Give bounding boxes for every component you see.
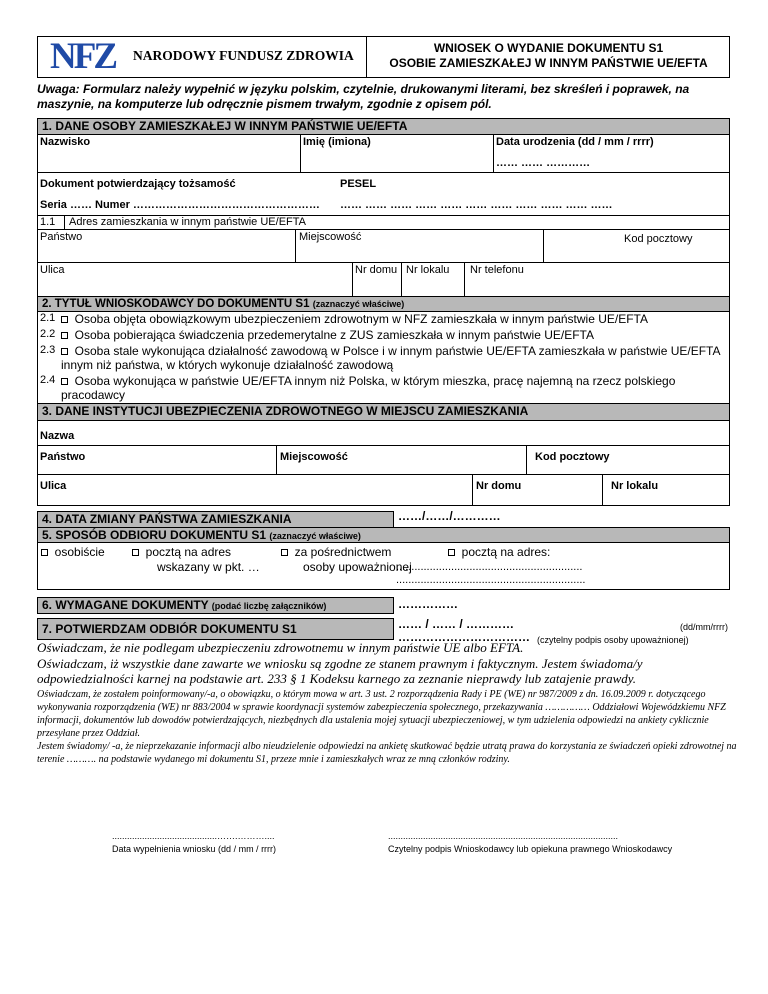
section3-box [37, 420, 730, 506]
delivery-option-personal[interactable]: osobiście [41, 545, 105, 559]
birth-date-label: Data urodzenia (dd / mm / rrrr) [496, 136, 654, 148]
form-title: WNIOSEK O WYDANIE DOKUMENTU S1 OSOBIE ZAMIESZKAŁEJ W INNYM PAŃSTWIE UE/EFTA [389, 41, 708, 70]
house-no-label: Nr domu [355, 264, 398, 276]
title-option-2-4[interactable]: Osoba wykonująca w państwie UE/EFTA innym niż Polska, w którym mieszka, pracę najemną na rzecz polskiego pracodawcy [61, 374, 676, 402]
section7-title: 7. POTWIERDZAM ODBIÓR DOKUMENTU S1 [37, 618, 394, 640]
section5-title: 5. SPOSÓB ODBIORU DOKUMENTU S1 (zaznaczyć właściwe) [37, 527, 730, 543]
country-label: Państwo [40, 231, 83, 243]
checkbox[interactable] [61, 378, 68, 385]
warning-note: Uwaga: Formularz należy wypełnić w języku polskim, czytelnie, drukowanymi literami, bez skreśleń i poprawek, na maszynie, na komputerze lub odręcznie pismem trwałym, zgodnie z opisem pól. [37, 82, 690, 111]
surname-label: Nazwisko [40, 136, 91, 148]
nfz-logo [38, 37, 367, 77]
section6-title: 6. WYMAGANE DOKUMENTY (podać liczbę załączników) [37, 597, 394, 614]
declaration-3: Oświadczam, że zostałem poinformowany/-a, o obowiązku, o którym mowa w art. 3 ust. 2 rozporządzenia Rady i PE (WE) nr 987/2009 z dn. 16.09.2009 r. dotyczącego wykonywania rozporządzenia (WE) nr 883/2004 w sprawie koordynacji systemów zabezpieczenia społecznego, przekazywania …………… Oddziałowi Wojewódzkiemu NFZ informacji, dokumentów lub dowodów potwierdzających, niezbędnych dla ustalenia mojej sytuacji ubezpieczeniowej, w tym udzielenia odpowiedzi na ankiety cyklicznie przesyłane przez Oddział. [37, 689, 726, 739]
city-label: Miejscowość [299, 231, 362, 243]
fill-date-label: Data wypełnienia wniosku (dd / mm / rrrr) [112, 844, 277, 854]
nfz-logo-text: NFZ [50, 36, 115, 77]
delivery-address-line1[interactable]: ............................................................. [396, 561, 583, 573]
delivery-option-proxy[interactable]: za pośrednictwem [281, 545, 391, 559]
first-names-label: Imię (imiona) [303, 136, 371, 148]
section3-title: 3. DANE INSTYTUCJI UBEZPIECZENIA ZDROWOTNEGO W MIEJSCU ZAMIESZKANIA [37, 403, 730, 421]
birth-date-field[interactable]: …… …… ………… [496, 157, 591, 169]
declaration-2: Oświadczam, iż wszystkie dane zawarte we wniosku są zgodne ze stanem prawnym i faktycznym. Jestem świadoma/y odpowiedzialności karnej na podstawie art. 233 § 1 Kodeksu karnego za zeznanie nieprawdy lub zatajenie prawdy. [37, 656, 643, 686]
flat-no-label: Nr lokalu [406, 264, 450, 276]
checkbox[interactable] [61, 332, 68, 339]
subsection-title: Adres zamieszkania w innym państwie UE/EFTA [69, 216, 306, 228]
form-header [37, 36, 730, 78]
applicant-signature-label: Czytelny podpis Wnioskodawcy lub opiekuna prawnego Wnioskodawcy [388, 844, 673, 854]
applicant-signature-field[interactable]: ............................................................................................ [388, 831, 619, 841]
declaration-4: Jestem świadomy/ -a, że nieprzekazanie informacji albo nieudzielenie odpowiedzi na ankietę skutkować będzie utratą prawa do korzystania ze świadczeń opieki zdrowotnej na terenie ………. na podstawie wydanego mi dokumentu S1, przeze mnie i zamieszkałych wraz ze mną członków rodziny. [37, 741, 737, 765]
title-option-2-1[interactable]: Osoba objęta obowiązkowym ubezpieczeniem zdrowotnym w NFZ zamieszkała w innym państwie UE/EFTA [61, 312, 648, 326]
pesel-label: PESEL [340, 178, 377, 190]
checkbox[interactable] [61, 348, 68, 355]
institution-name-label: Nazwa [40, 430, 75, 442]
pesel-field[interactable]: …… …… …… …… …… …… …… …… …… …… …… [340, 199, 613, 211]
phone-label: Nr telefonu [470, 264, 524, 276]
checkbox[interactable] [61, 316, 68, 323]
delivery-option-mail-indicated[interactable]: pocztą na adres [132, 545, 231, 559]
street-label: Ulica [40, 264, 65, 276]
attachments-count-field[interactable]: …………… [398, 597, 458, 611]
fill-date-field[interactable]: ..........................................…….……….... [112, 831, 275, 841]
delivery-option-address[interactable]: pocztą na adres: [448, 545, 550, 559]
title-option-2-2[interactable]: Osoba pobierająca świadczenia przedemerytalne z ZUS zamieszkała w innym państwie UE/EFTA [61, 328, 594, 342]
declaration-1: Oświadczam, że nie podlegam ubezpieczeniu zdrowotnemu w innym państwie UE albo EFTA. [37, 640, 524, 655]
receipt-date-field[interactable]: …… / …… / ………… [398, 617, 515, 631]
delivery-address-line2[interactable]: .............................................................. [396, 574, 586, 586]
institution-name: NARODOWY FUNDUSZ ZDROWIA [133, 48, 354, 63]
residence-change-date-field[interactable]: ……/……/………… [398, 509, 501, 523]
series-number-field[interactable]: Seria …… Numer …………………………………………… [40, 199, 320, 211]
subsection-number: 1.1 [40, 216, 56, 228]
section1-title: 1. DANE OSOBY ZAMIESZKAŁEJ W INNYM PAŃSTWIE UE/EFTA [37, 118, 730, 135]
receipt-signature-field[interactable]: …………………………… [398, 630, 530, 644]
section2-title: 2. TYTUŁ WNIOSKODAWCY DO DOKUMENTU S1 (zaznaczyć właściwe) [37, 296, 730, 312]
postal-code-label: Kod pocztowy [624, 233, 693, 245]
id-document-label: Dokument potwierdzający tożsamość [40, 178, 236, 190]
title-option-2-3[interactable]: Osoba stale wykonująca działalność zawodową w Polsce i w innym państwie UE/EFTA zamieszkała w państwie UE/EFTA innym niż państwa, w których wykonuje działalność zawodową [61, 344, 720, 372]
section4-title: 4. DATA ZMIANY PAŃSTWA ZAMIESZKANIA [37, 511, 394, 528]
